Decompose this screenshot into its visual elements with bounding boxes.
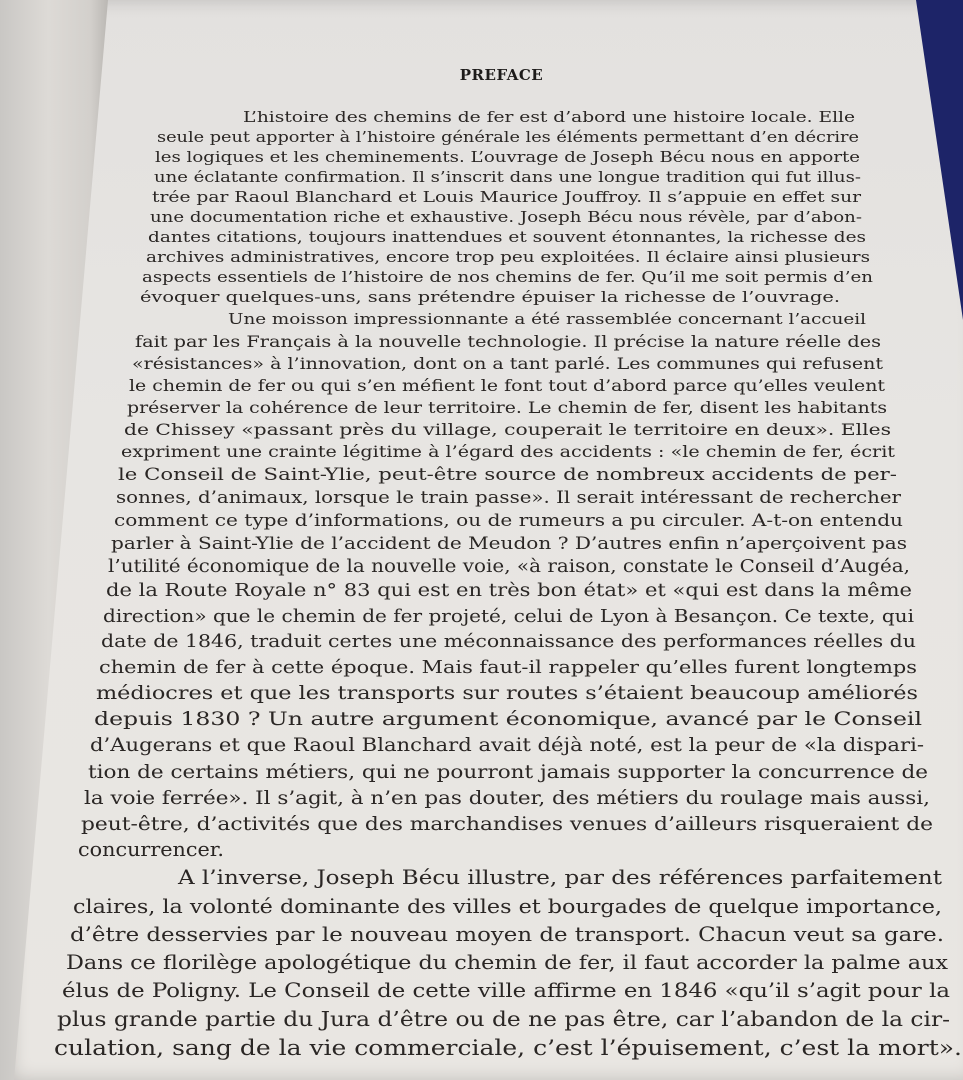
text-line: chemin de fer à cette époque. Mais faut-il rappeler qu’elles furent longtemps	[99, 657, 917, 678]
text-line: Une moisson impressionnante a été rassemblée concernant l’accueil	[228, 310, 866, 328]
text-line: A l’inverse, Joseph Bécu illustre, par des références parfaitement	[178, 866, 943, 889]
text-line: date de 1846, traduit certes une méconnaissance des performances réelles du	[101, 631, 916, 652]
text-line: élus de Poligny. Le Conseil de cette ville affirme en 1846 «qu’il s’agit pour la	[62, 978, 950, 1002]
text-line: la voie ferrée». Il s’agit, à n’en pas douter, des métiers du roulage mais aussi,	[84, 787, 931, 809]
text-line: expriment une crainte légitime à l’égard des accidents : «le chemin de fer, écrit	[121, 442, 895, 461]
text-line: aspects essentiels de l’histoire de nos chemins de fer. Qu’il me soit permis d’en	[142, 270, 873, 286]
page-title: PREFACE	[459, 66, 544, 84]
text-line: une documentation riche et exhaustive. Joseph Bécu nous révèle, par d’abon-	[150, 210, 862, 226]
text-line: d’être desservies par le nouveau moyen de transport. Chacun veut sa gare.	[70, 922, 945, 946]
text-line: fait par les Français à la nouvelle technologie. Il précise la nature réelle des	[135, 332, 881, 351]
text-line: Dans ce florilège apologétique du chemin de fer, il faut accorder la palme aux	[66, 950, 948, 974]
text-line: L’histoire des chemins de fer est d’abord une histoire locale. Elle	[243, 110, 855, 126]
text-line: plus grande partie du Jura d’être ou de ne pas être, car l’abandon de la cir-	[57, 1007, 950, 1031]
text-line: de Chissey «passant près du village, couperait le territoire en deux». Elles	[124, 420, 891, 439]
text-line: le chemin de fer ou qui s’en méfient le font tout d’abord parce qu’elles veulent	[129, 376, 885, 395]
text-line: de la Route Royale n° 83 qui est en très bon état» et «qui est dans la même	[106, 581, 912, 601]
text-line: trée par Raoul Blanchard et Louis Maurice Jouffroy. Il s’appuie en effet sur	[152, 190, 861, 206]
text-line: le Conseil de Saint-Ylie, peut-être source de nombreux accidents de per-	[118, 465, 898, 485]
text-line: comment ce type d’informations, ou de rumeurs a pu circuler. A-t-on entendu	[114, 511, 903, 531]
text-line: médiocres et que les transports sur routes s’étaient beaucoup améliorés	[96, 683, 918, 704]
text-line: les logiques et les cheminements. L’ouvrage de Joseph Bécu nous en apporte	[155, 150, 860, 166]
text-line: peut-être, d’activités que des marchandises venues d’ailleurs risqueraient de	[81, 813, 933, 835]
text-line: parler à Saint-Ylie de l’accident de Meudon ? D’autres enfin n’aperçoivent pas	[111, 534, 907, 554]
text-line: «résistances» à l’innovation, dont on a tant parlé. Les communes qui refusent	[132, 354, 883, 373]
text-line: archives administratives, encore trop peu exploitées. Il éclaire ainsi plusieurs	[146, 250, 870, 266]
text-line: direction» que le chemin de fer projeté, celui de Lyon à Besançon. Ce texte, qui	[103, 606, 914, 627]
text-line: claires, la volonté dominante des villes et bourgades de quelque importance,	[73, 894, 943, 918]
text-line: évoquer quelques-uns, sans prétendre épuiser la richesse de l’ouvrage.	[140, 290, 840, 306]
text-line: concurrencer.	[78, 838, 224, 861]
text-line: culation, sang de la vie commerciale, c’est l’épuisement, c’est la mort».	[54, 1036, 962, 1060]
text-line: l’utilité économique de la nouvelle voie, «à raison, constate le Conseil d’Augéa,	[108, 557, 910, 577]
text-line: une éclatante confirmation. Il s’inscrit dans une longue tradition qui fut illus-	[154, 170, 861, 186]
text-line: seule peut apporter à l’histoire générale les éléments permettant d’en décrire	[157, 130, 859, 146]
text-line: tion de certains métiers, qui ne pourront jamais supporter la concurrence de	[88, 761, 928, 783]
text-line: d’Augerans et que Raoul Blanchard avait déjà noté, est la peur de «la dispari-	[90, 735, 925, 756]
text-line: sonnes, d’animaux, lorsque le train passe». Il serait intéressant de rechercher	[116, 488, 901, 508]
text-line: depuis 1830 ? Un autre argument économique, avancé par le Conseil	[94, 709, 922, 730]
text-line: dantes citations, toujours inattendues et souvent étonnantes, la richesse des	[148, 230, 866, 246]
text-line: préserver la cohérence de leur territoire. Le chemin de fer, disent les habitants	[127, 398, 887, 417]
